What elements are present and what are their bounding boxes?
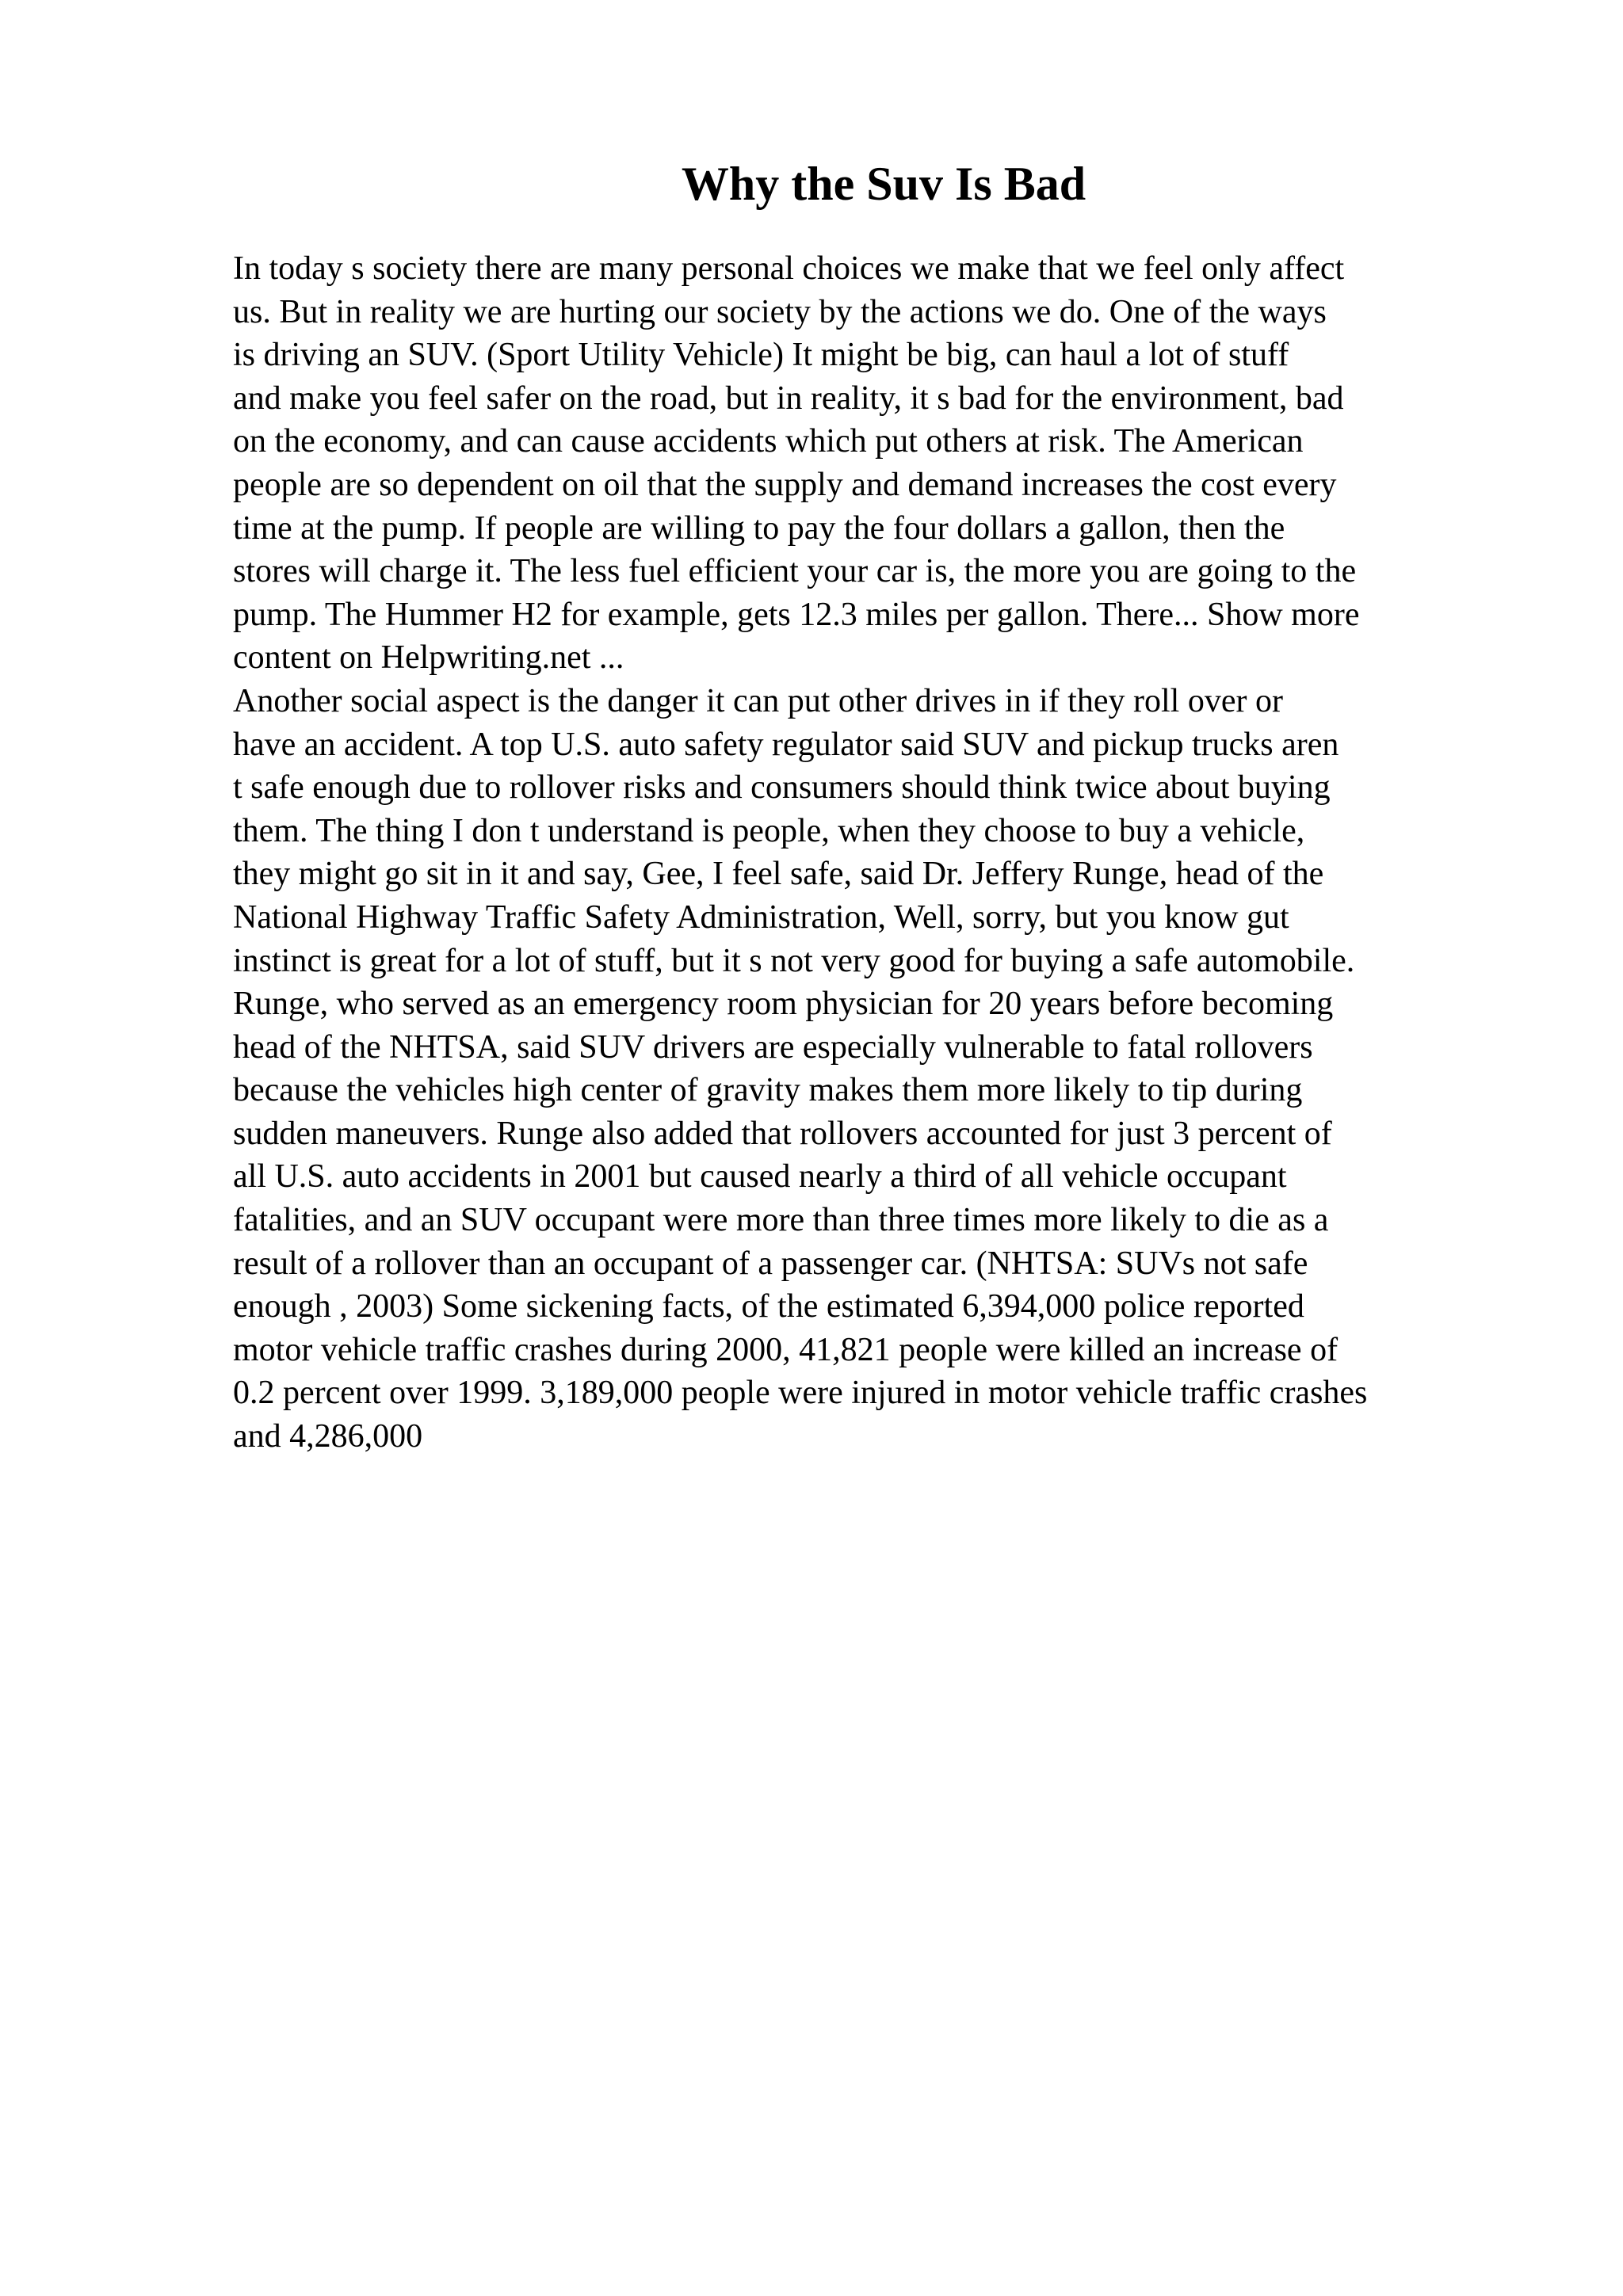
text-line: people are so dependent on oil that the supply and demand increases the cost every — [233, 466, 1337, 503]
text-line: on the economy, and can cause accidents which put others at risk. The American — [233, 423, 1304, 460]
text-line: us. But in reality we are hurting our society by the actions we do. One of the ways — [233, 293, 1327, 330]
document-body — [233, 247, 1517, 1459]
text-line: sudden maneuvers. Runge also added that rollovers accounted for just 3 percent of — [233, 1115, 1332, 1152]
paragraph-social-aspect — [233, 680, 1517, 1459]
text-line: fatalities, and an SUV occupant were more than three times more likely to die as a — [233, 1202, 1329, 1239]
text-line: they might go sit in it and say, Gee, I feel safe, said Dr. Jeffery Runge, head of the — [233, 856, 1324, 893]
text-line: time at the pump. If people are willing to pay the four dollars a gallon, then the — [233, 509, 1285, 547]
text-line: In today s society there are many personal choices we make that we feel only affect — [233, 250, 1345, 287]
text-line: content on Helpwriting.net ... — [233, 639, 624, 677]
text-line: Another social aspect is the danger it can put other drives in if they roll over or — [233, 682, 1283, 719]
text-line: is driving an SUV. (Sport Utility Vehicle) It might be big, can haul a lot of stuff — [233, 337, 1289, 374]
text-line: all U.S. auto accidents in 2001 but caused nearly a third of all vehicle occupant — [233, 1158, 1287, 1196]
text-line: National Highway Traffic Safety Administration, Well, sorry, but you know gut — [233, 898, 1289, 936]
text-line: stores will charge it. The less fuel efficient your car is, the more you are going to the — [233, 553, 1357, 590]
text-line: have an accident. A top U.S. auto safety regulator said SUV and pickup trucks aren — [233, 726, 1339, 763]
text-line: instinct is great for a lot of stuff, but it s not very good for buying a safe automobile. — [233, 942, 1355, 979]
paragraph-intro — [233, 247, 1517, 680]
text-line: Runge, who served as an emergency room physician for 20 years before becoming — [233, 986, 1334, 1023]
text-line: result of a rollover than an occupant of a passenger car. (NHTSA: SUVs not safe — [233, 1245, 1308, 1282]
text-line: 0.2 percent over 1999. 3,189,000 people were injured in motor vehicle traffic crashes — [233, 1375, 1368, 1412]
text-line: and make you feel safer on the road, but in reality, it s bad for the environment, bad — [233, 379, 1344, 417]
text-line: head of the NHTSA, said SUV drivers are especially vulnerable to fatal rollovers — [233, 1028, 1313, 1066]
text-line: because the vehicles high center of gravity makes them more likely to tip during — [233, 1072, 1303, 1109]
document-title: Why the Suv Is Bad — [681, 158, 1086, 210]
text-line: them. The thing I don t understand is people, when they choose to buy a vehicle, — [233, 812, 1305, 849]
text-line: pump. The Hummer H2 for example, gets 12.3 miles per gallon. There... Show more — [233, 596, 1360, 633]
text-line: enough , 2003) Some sickening facts, of the estimated 6,394,000 police reported — [233, 1288, 1304, 1325]
text-line: and 4,286,000 — [233, 1418, 423, 1455]
text-line: motor vehicle traffic crashes during 2000, 41,821 people were killed an increase of — [233, 1331, 1338, 1368]
text-line: t safe enough due to rollover risks and consumers should think twice about buying — [233, 769, 1331, 807]
